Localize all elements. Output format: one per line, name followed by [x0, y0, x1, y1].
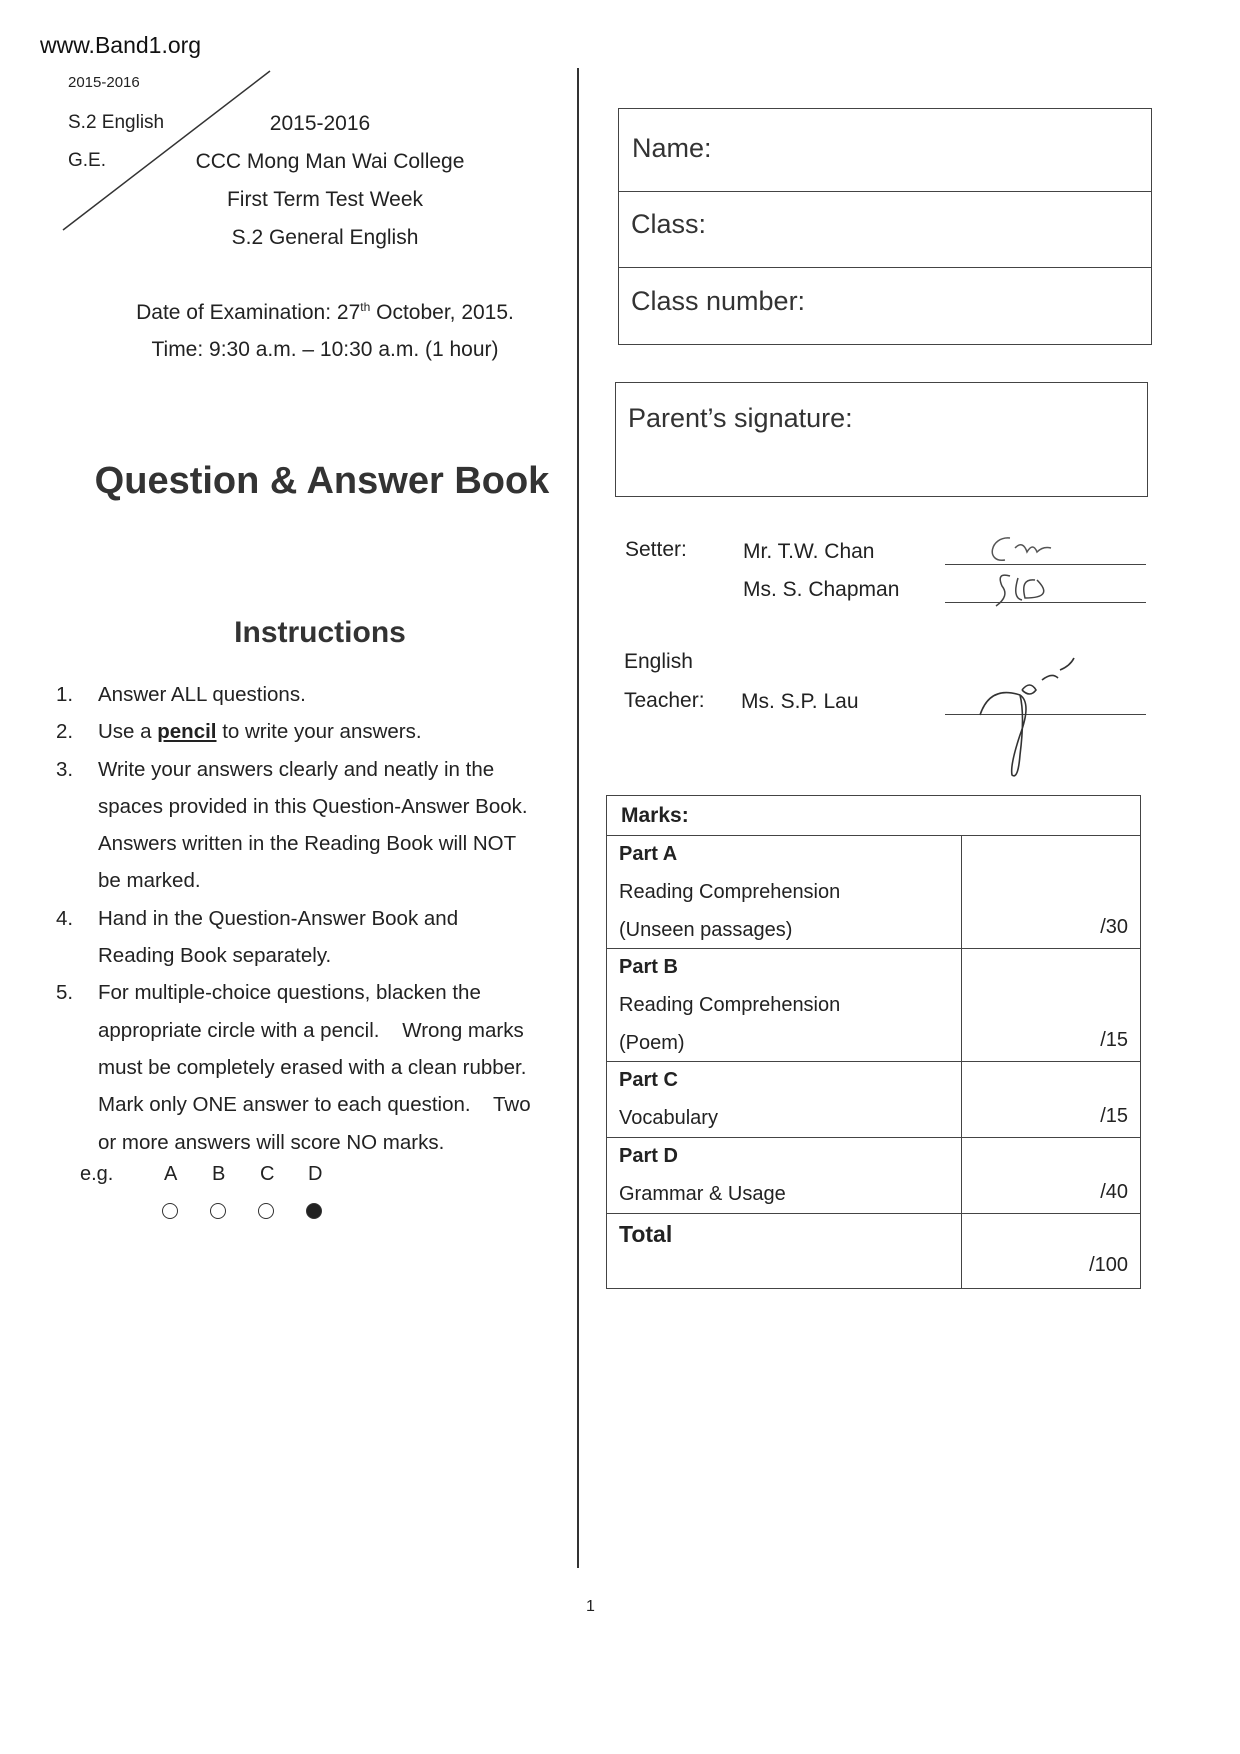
instruction-line	[98, 713, 531, 750]
instruction-item	[56, 713, 531, 750]
marks-max-score: /40	[1100, 1181, 1128, 1203]
page-divider	[577, 68, 579, 1568]
example-option-label: C	[260, 1163, 275, 1185]
school-name: CCC Mong Man Wai College	[195, 150, 465, 173]
table-row-divider	[607, 1137, 1140, 1138]
subject: S.2 General English	[231, 226, 419, 249]
instruction-line: or more answers will score NO marks.	[98, 1130, 445, 1154]
table-row-divider	[607, 1061, 1140, 1062]
instruction-line: Answers written in the Reading Book will NOT	[98, 832, 517, 856]
empty-circle-icon	[162, 1203, 178, 1219]
student-info-box	[618, 108, 1152, 345]
teacher-label: Teacher:	[624, 689, 705, 712]
filled-circle-icon	[306, 1203, 322, 1219]
instruction-number: 2.	[56, 720, 74, 744]
instruction-line: Mark only ONE answer to each question. Two	[98, 1093, 531, 1117]
instructions-heading: Instructions	[234, 616, 406, 649]
instruction-number: 3.	[56, 757, 74, 781]
empty-circle-icon	[210, 1203, 226, 1219]
marks-max-score: /15	[1100, 1029, 1128, 1051]
setter-name-2: Ms. S. Chapman	[743, 578, 900, 601]
watermark: www.Band1.org	[40, 32, 202, 58]
example-option-label: D	[308, 1163, 323, 1185]
table-row-divider	[607, 1213, 1140, 1214]
marks-part-label: Part C	[619, 1069, 678, 1091]
total-max-score: /100	[1089, 1254, 1128, 1276]
instruction-line: Write your answers clearly and neatly in the	[98, 757, 495, 781]
table-column-divider	[961, 835, 962, 1288]
instruction-line: Answer ALL questions.	[98, 683, 306, 706]
instruction-line: appropriate circle with a pencil. Wrong marks	[98, 1018, 524, 1042]
instruction-line: spaces provided in this Question-Answer Book.	[98, 794, 528, 818]
book-title: Question & Answer Book	[94, 460, 550, 502]
instruction-line: Reading Book separately.	[98, 944, 332, 968]
teacher-label-english: English	[624, 650, 693, 673]
instruction-line: be marked.	[98, 869, 201, 893]
total-label: Total	[619, 1221, 673, 1247]
marks-max-score: /30	[1100, 916, 1128, 938]
emphasis-pencil: pencil	[157, 720, 217, 744]
corner-code: G.E.	[68, 150, 107, 171]
marks-part-label: Part D	[619, 1145, 678, 1167]
parent-signature-box	[615, 382, 1148, 497]
instruction-text: to write your answers.	[216, 720, 422, 744]
exam-date: Date of Examination: 27th October, 2015.	[136, 300, 514, 324]
teacher-name: Ms. S.P. Lau	[741, 690, 859, 713]
instruction-number: 5.	[56, 981, 74, 1005]
example-option-label: A	[164, 1163, 178, 1185]
class-field-label: Class:	[631, 209, 707, 239]
instruction-line: For multiple-choice questions, blacken the	[98, 981, 481, 1005]
marks-part-description: (Unseen passages)	[619, 919, 793, 941]
marks-part-label: Part A	[619, 843, 678, 865]
marks-part-description: Reading Comprehension	[619, 881, 841, 903]
marks-part-description: (Poem)	[619, 1032, 685, 1054]
parent-signature-label: Parent’s signature:	[628, 403, 853, 433]
name-field-label: Name:	[632, 133, 712, 163]
setter-name-1: Mr. T.W. Chan	[743, 540, 875, 563]
marks-table	[606, 795, 1141, 1289]
teacher-signature	[960, 650, 1110, 780]
exam-time: Time: 9:30 a.m. – 10:30 a.m. (1 hour)	[151, 338, 499, 361]
instructions-list	[56, 676, 531, 1161]
class-number-field-label: Class number:	[631, 286, 806, 316]
instruction-line: Hand in the Question-Answer Book and	[98, 906, 459, 930]
instruction-item	[56, 900, 531, 975]
marks-header: Marks:	[621, 804, 689, 827]
instruction-item	[56, 751, 531, 900]
marks-part-description: Grammar & Usage	[619, 1183, 786, 1205]
empty-circle-icon	[258, 1203, 274, 1219]
year: 2015-2016	[269, 112, 371, 135]
instruction-number: 4.	[56, 906, 74, 930]
instruction-item	[56, 974, 531, 1160]
marks-max-score: /15	[1100, 1105, 1128, 1127]
marks-part-label: Part B	[619, 956, 678, 978]
page-number: 1	[586, 1598, 595, 1615]
corner-year: 2015-2016	[68, 74, 140, 91]
setter-signatures	[980, 528, 1080, 608]
marks-part-description: Vocabulary	[619, 1107, 718, 1129]
setter-label: Setter:	[625, 538, 687, 561]
marks-part-description: Reading Comprehension	[619, 994, 841, 1016]
instruction-text: Use a	[98, 720, 158, 744]
instruction-number: 1.	[56, 683, 74, 706]
instruction-item	[56, 676, 531, 713]
example-option-label: B	[212, 1163, 226, 1185]
table-row-divider	[607, 835, 1140, 836]
example-label: e.g.	[80, 1163, 114, 1185]
term: First Term Test Week	[226, 188, 424, 211]
instruction-line: must be completely erased with a clean rubber.	[98, 1055, 527, 1079]
table-row-divider	[607, 948, 1140, 949]
corner-subject: S.2 English	[68, 112, 165, 133]
